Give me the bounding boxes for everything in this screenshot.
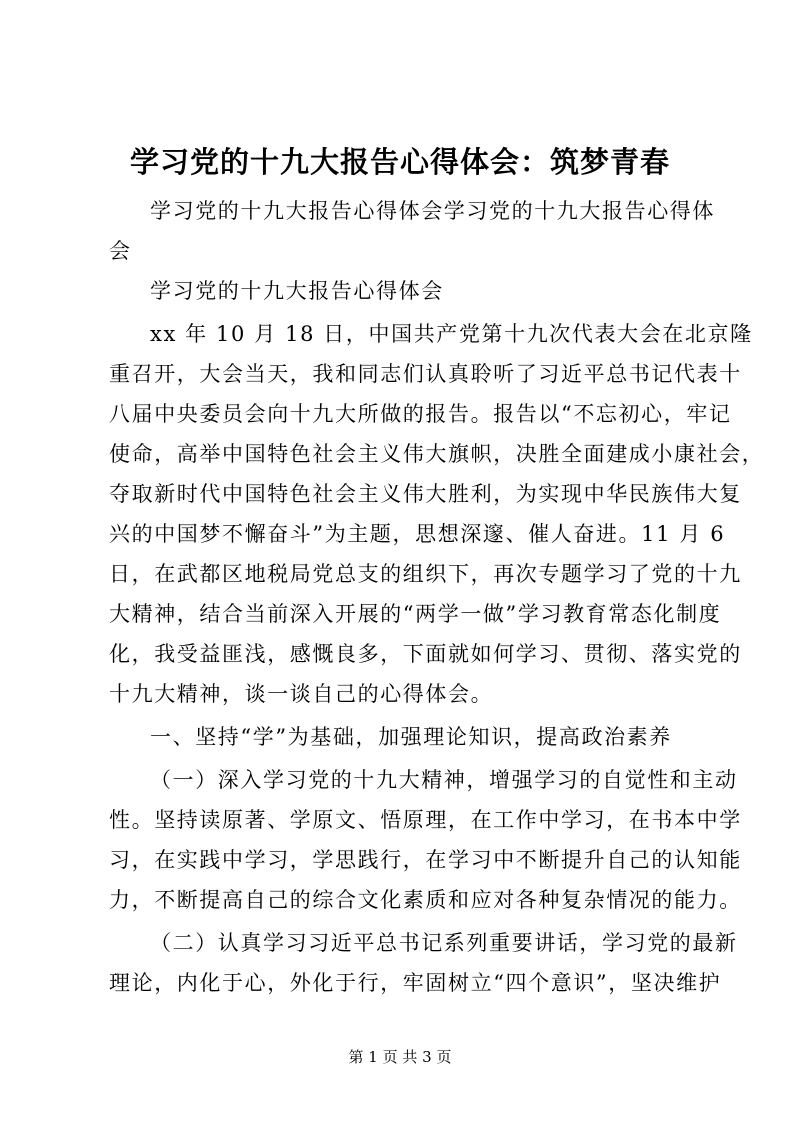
paragraph-line: 性。坚持读原著、学原文、悟原理，在工作中学习，在书本中学 <box>109 808 742 832</box>
paragraph-line: 学习党的十九大报告心得体会学习党的十九大报告心得体 <box>150 199 715 223</box>
paragraph-line: 使命，高举中国特色社会主义伟大旗帜，决胜全面建成小康社会， <box>109 442 765 466</box>
paragraph-line: 日，在武都区地税局党总支的组织下，再次专题学习了党的十九 <box>109 562 742 586</box>
page-number-footer: 第 1 页 共 3 页 <box>348 1048 452 1066</box>
paragraph-line: 学习党的十九大报告心得体会 <box>150 279 444 303</box>
paragraph-line: （二）认真学习习近平总书记系列重要讲话，学习党的最新 <box>150 931 738 955</box>
paragraph-line: （一）深入学习党的十九大精神，增强学习的自觉性和主动 <box>150 768 738 792</box>
paragraph-line: 夺取新时代中国特色社会主义伟大胜利，为实现中华民族伟大复 <box>109 482 742 506</box>
paragraph-line: 化，我受益匪浅，感慨良多，下面就如何学习、贯彻、落实党的 <box>109 642 742 666</box>
paragraph-line: 八届中央委员会向十九大所做的报告。报告以“不忘初心，牢记 <box>109 402 732 426</box>
paragraph-line: 兴的中国梦不懈奋斗”为主题，思想深邃、催人奋进。11 月 6 <box>109 522 726 546</box>
paragraph-line: 十九大精神，谈一谈自己的心得体会。 <box>109 682 494 706</box>
section-heading: 一、坚持“学”为基础，加强理论知识，提高政治素养 <box>150 725 672 749</box>
paragraph-line: 大精神，结合当前深入开展的“两学一做”学习教育常态化制度 <box>109 602 722 626</box>
paragraph-line: 重召开，大会当天，我和同志们认真聆听了习近平总书记代表十 <box>109 362 742 386</box>
paragraph-line: xx 年 10 月 18 日，中国共产党第十九次代表大会在北京隆 <box>150 322 753 346</box>
paragraph-line: 会 <box>109 239 132 263</box>
paragraph-line: 习，在实践中学习，学思践行，在学习中不断提升自己的认知能 <box>109 848 742 872</box>
document-title: 学习党的十九大报告心得体会：筑梦青春 <box>129 145 670 179</box>
paragraph-line: 理论，内化于心，外化于行，牢固树立“四个意识”，坚决维护 <box>109 971 722 995</box>
paragraph-line: 力，不断提高自己的综合文化素质和应对各种复杂情况的能力。 <box>109 888 742 912</box>
